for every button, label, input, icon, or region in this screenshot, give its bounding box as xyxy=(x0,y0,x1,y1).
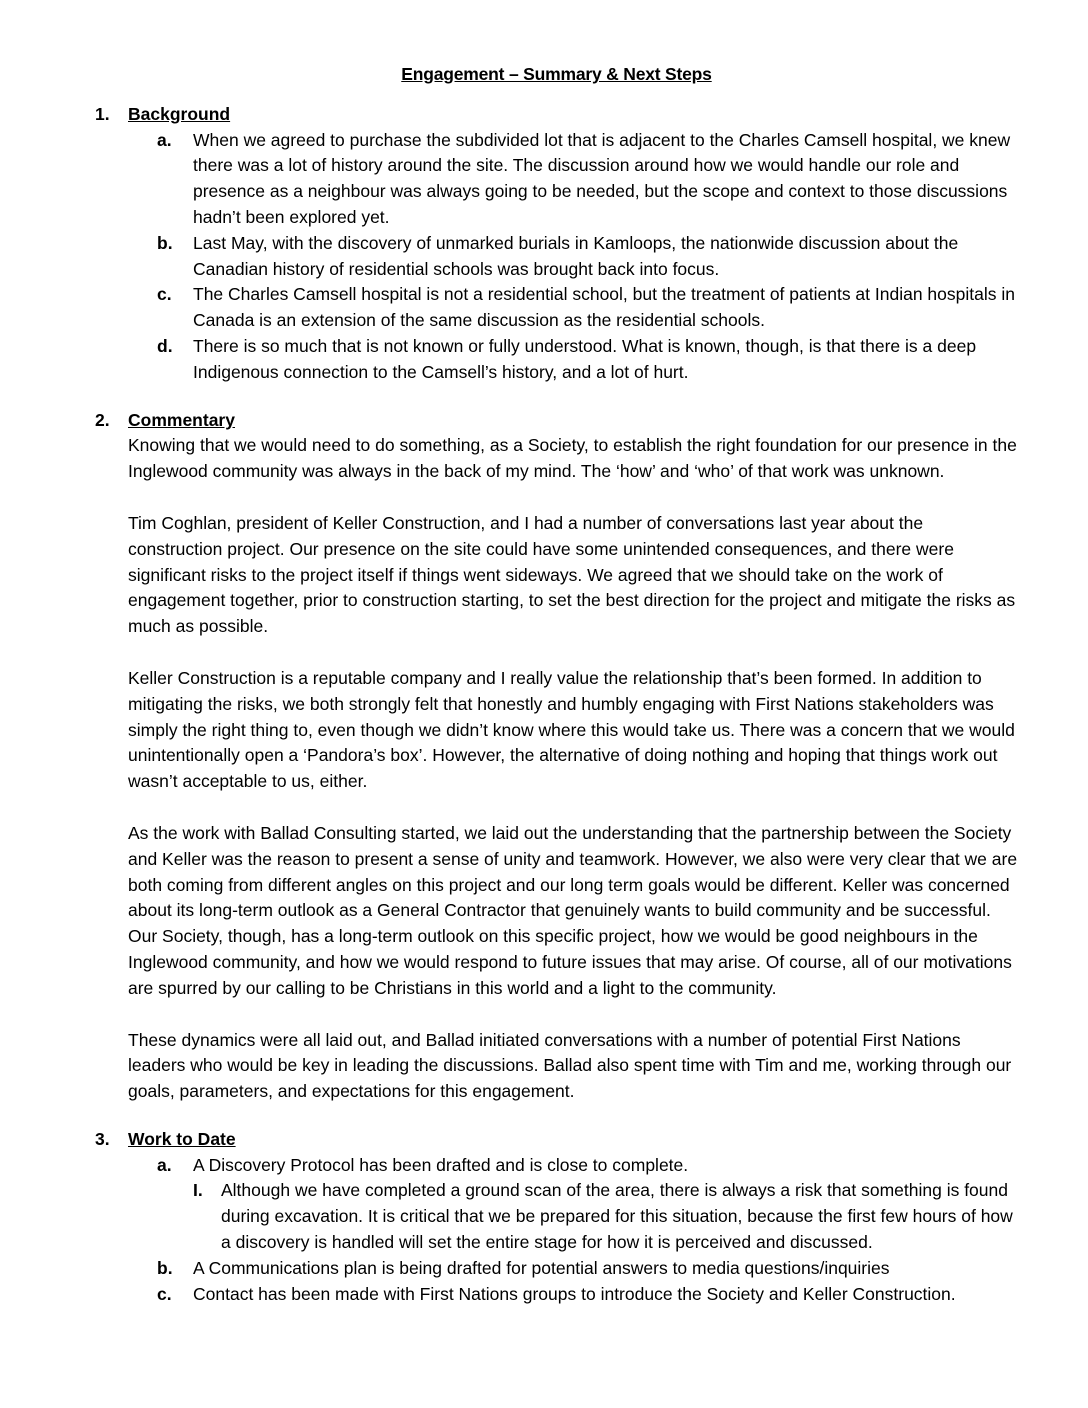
item-text: There is so much that is not known or fully understood. What is known, though, is that there is a deep Indigenous connection to the Camsell’s history, and a lot of hurt. xyxy=(193,335,977,382)
paragraph: As the work with Ballad Consulting started, we laid out the understanding that the partnership between the Society and Keller was the reason to present a sense of unity and teamwork. However, we also were very clear that we are both coming from different angles on this project and our long term goals would be different. Keller was concerned about its long-term outlook as a General Contractor that genuinely wants to build community and be successful. Our Society, though, has a long-term outlook on this specific project, how we would be good neighbours in the Inglewood community, and how we would respond to future issues that may arise. Of course, all of our motivations are spurred by our calling to be Christians in this world and a light to the community. xyxy=(128,822,1018,998)
item-text: A Communications plan is being drafted for potential answers to media questions/inquiries xyxy=(193,1257,890,1278)
item-list xyxy=(157,1153,1018,1308)
section-number: 3. xyxy=(95,1128,110,1149)
section-commentary xyxy=(95,408,1018,1105)
section-work-to-date xyxy=(95,1127,1018,1308)
item-list xyxy=(157,128,1018,386)
item-label: b. xyxy=(157,1257,173,1278)
section-number: 1. xyxy=(95,103,110,124)
section-heading xyxy=(95,102,1018,128)
section-heading xyxy=(95,408,1018,434)
section-title: Background xyxy=(128,103,231,124)
list-item xyxy=(157,1282,1018,1308)
item-text: Contact has been made with First Nations groups to introduce the Society and Keller Construction. xyxy=(193,1283,956,1304)
list-item xyxy=(157,231,1018,283)
item-label: d. xyxy=(157,335,173,356)
item-label: a. xyxy=(157,1154,172,1175)
item-label: a. xyxy=(157,129,172,150)
list-item xyxy=(157,334,1018,386)
section-number: 2. xyxy=(95,409,110,430)
item-text: Last May, with the discovery of unmarked burials in Kamloops, the nationwide discussion about the Canadian history of residential schools was brought back into focus. xyxy=(193,232,959,279)
section-title: Commentary xyxy=(128,409,235,430)
paragraph: Keller Construction is a reputable company and I really value the relationship that’s been formed. In addition to mitigating the risks, we both strongly felt that honestly and humbly engaging with First Nations stakeholders was simply the right thing to, even though we didn’t know where this would take us. There was a concern that we would unintentionally open a ‘Pandora’s box’. However, the alternative of doing nothing and hoping that things work out wasn’t acceptable to us, either. xyxy=(128,667,1015,792)
section-title: Work to Date xyxy=(128,1128,236,1149)
item-label: b. xyxy=(157,232,173,253)
item-text: When we agreed to purchase the subdivided lot that is adjacent to the Charles Camsell hospital, we knew there was a lot of history around the site. The discussion around how we would handle our role and presence as a neighbour was always going to be needed, but the scope and context to those discussions hadn’t been explored yet. xyxy=(193,129,1011,227)
paragraph: Tim Coghlan, president of Keller Construction, and I had a number of conversations last year about the construction project. Our presence on the site could have some unintended consequences, and there were significant risks to the project itself if things went sideways. We agreed that we should take on the work of engagement together, prior to construction starting, to set the best direction for the project and mitigate the risks as much as possible. xyxy=(128,512,1016,637)
list-item xyxy=(157,1153,1018,1179)
item-label: c. xyxy=(157,1283,172,1304)
section-background xyxy=(95,102,1018,386)
list-item xyxy=(157,1256,1018,1282)
list-item xyxy=(157,128,1018,231)
sub-item-text: Although we have completed a ground scan of the area, there is always a risk that something is found during excavation. It is critical that we be prepared for this situation, because the first few hours of how a discovery is handled will set the entire stage for how it is perceived and discussed. xyxy=(221,1180,1013,1253)
document-title: Engagement – Summary & Next Steps xyxy=(401,64,712,84)
item-text: A Discovery Protocol has been drafted and is close to complete. xyxy=(193,1154,689,1175)
list-item xyxy=(157,282,1018,334)
sub-item-label: I. xyxy=(193,1180,203,1201)
paragraph: These dynamics were all laid out, and Ballad initiated conversations with a number of potential First Nations leaders who would be key in leading the discussions. Ballad also spent time with Tim and me, working through our goals, parameters, and expectations for this engagement. xyxy=(128,1029,1012,1102)
paragraph: Knowing that we would need to do something, as a Society, to establish the right foundation for our presence in the Inglewood community was always in the back of my mind. The ‘how’ and ‘who’ of that work was unknown. xyxy=(128,435,1017,482)
paragraph-list xyxy=(95,433,1018,1105)
sub-list-item xyxy=(193,1178,1018,1255)
item-text: The Charles Camsell hospital is not a residential school, but the treatment of patients at Indian hospitals in Canada is an extension of the same discussion as the residential schools. xyxy=(193,284,1015,331)
item-label: c. xyxy=(157,284,172,305)
section-heading xyxy=(95,1127,1018,1153)
